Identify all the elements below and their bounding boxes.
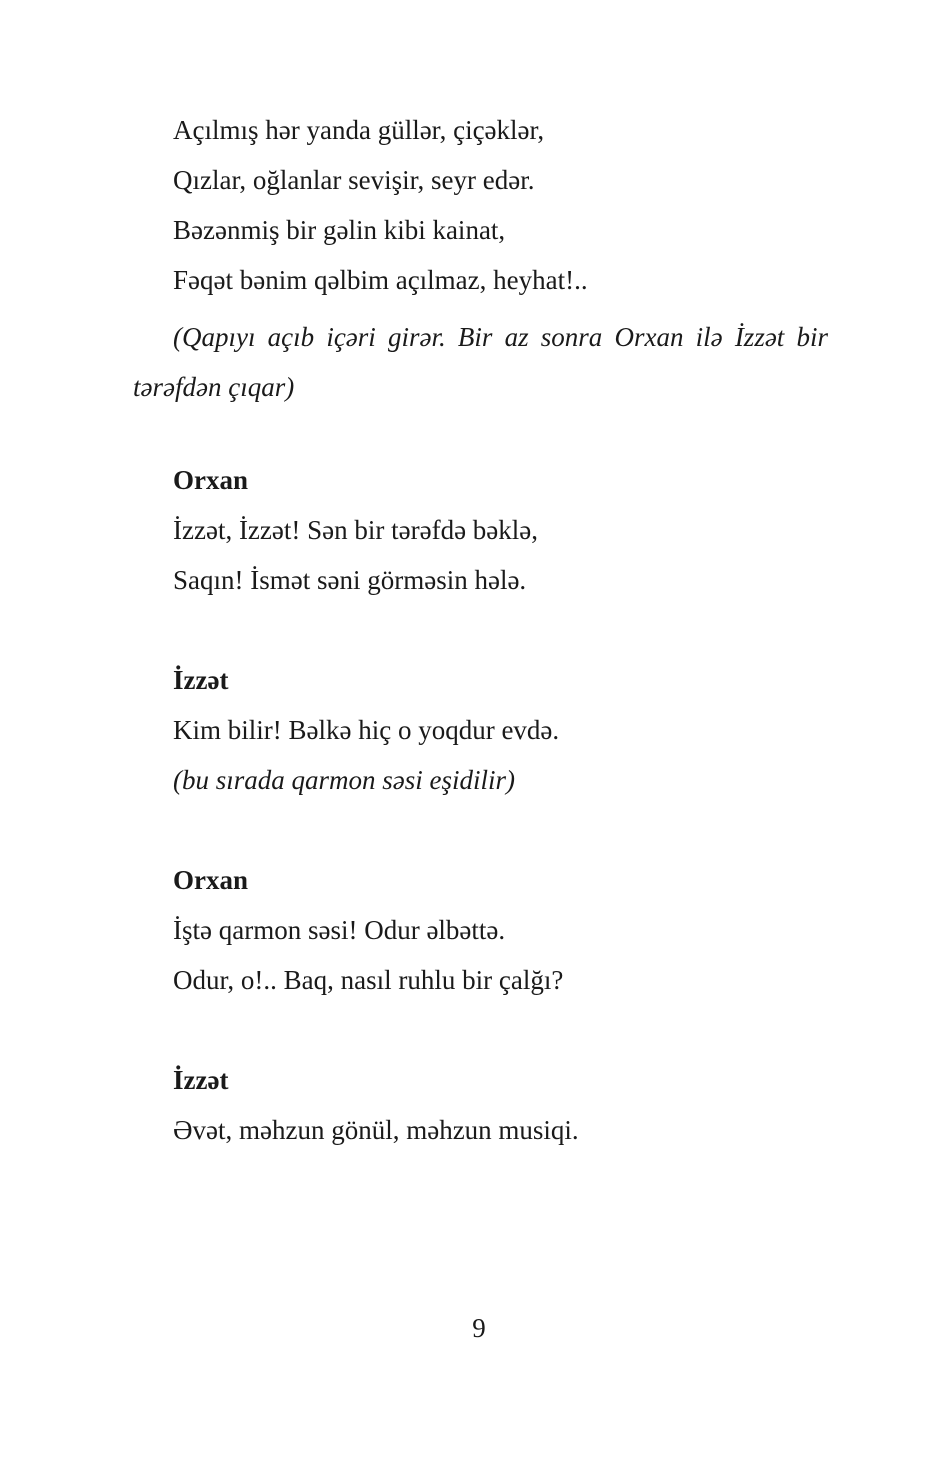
verse-line: Əvət, məhzun gönül, məhzun musiqi. — [173, 1115, 579, 1145]
speaker-name: İzzət — [173, 665, 229, 695]
verse-line: Saqın! İsmət səni görməsin hələ. — [173, 565, 527, 595]
verse-line: Açılmış hər yanda güllər, çiçəklər, — [173, 115, 545, 145]
speaker-name: Orxan — [173, 865, 249, 895]
stage-direction: (Qapıyı açıb içəri girər. Bir az sonra Orxan ilə İzzət bir tərəfdən çıqar) — [133, 322, 828, 402]
verse-line: Kim bilir! Bəlkə hiç o yoqdur evdə. — [173, 715, 560, 745]
stage-direction: (bu sırada qarmon səsi eşidilir) — [173, 765, 516, 795]
verse-line: Odur, o!.. Baq, nasıl ruhlu bir çalğı? — [173, 965, 564, 995]
verse-line: Qızlar, oğlanlar sevişir, seyr edər. — [173, 165, 535, 195]
verse-line: Fəqət bənim qəlbim açılmaz, heyhat!.. — [173, 265, 588, 295]
page-number: 9 — [472, 1313, 486, 1343]
verse-line: İştə qarmon səsi! Odur əlbəttə. — [173, 915, 506, 945]
speaker-name: Orxan — [173, 465, 249, 495]
speaker-name: İzzət — [173, 1065, 229, 1095]
verse-line: Bəzənmiş bir gəlin kibi kainat, — [173, 215, 506, 245]
verse-line: İzzət, İzzət! Sən bir tərəfdə bəklə, — [173, 515, 539, 545]
